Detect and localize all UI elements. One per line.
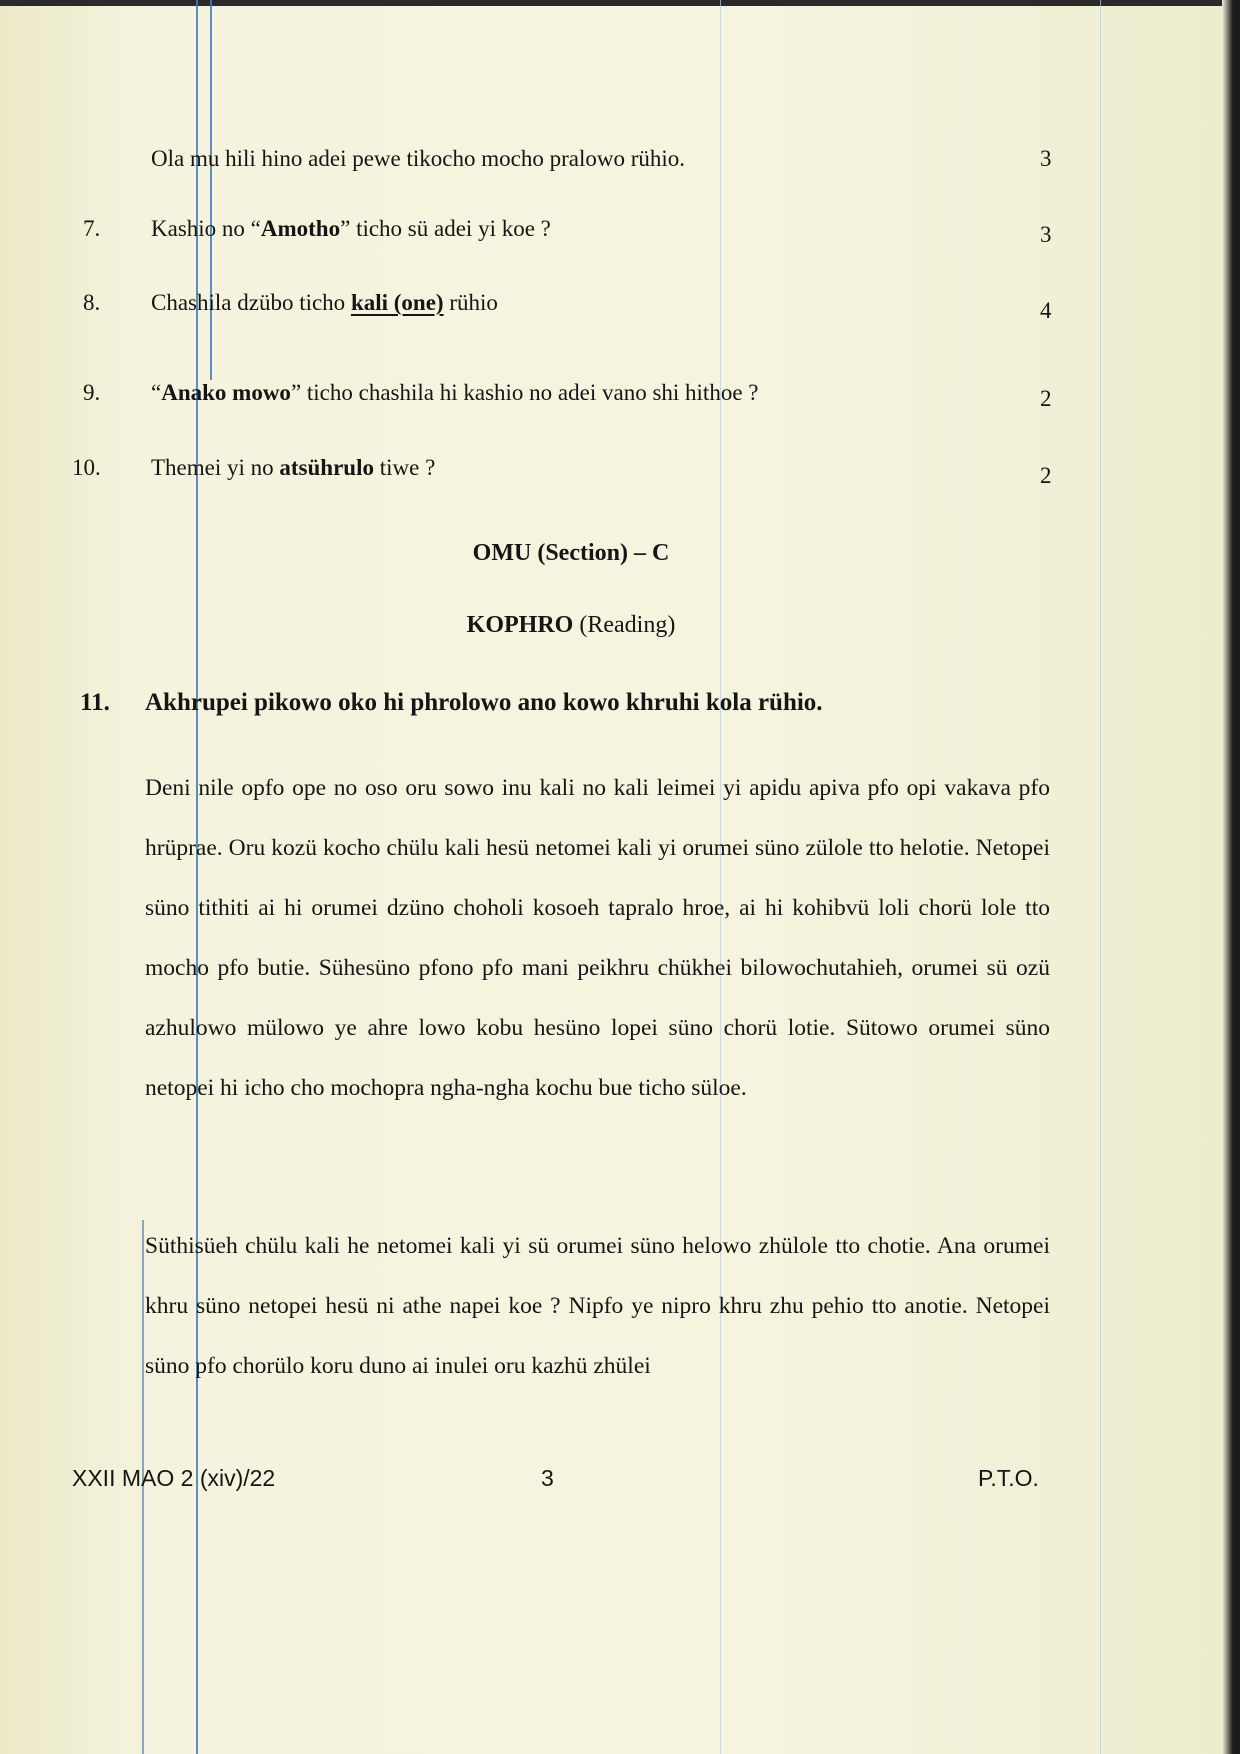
scan-edge-right [1222, 0, 1240, 1754]
ruled-line [1100, 0, 1101, 1754]
question-marks: 3 [1040, 146, 1052, 171]
question-number: 10. [72, 455, 101, 480]
question-number: 9. [83, 380, 101, 405]
question-11 [80, 689, 823, 717]
question-marks: 2 [1040, 386, 1052, 411]
question-text [151, 380, 758, 406]
question-text: Ola mu hili hino adei pewe tikocho mocho pralowo rühio. [151, 146, 685, 171]
question-row [0, 216, 1240, 256]
passage-paragraph: Süthisüeh chülu kali he netomei kali yi sü orumei süno helowo zhülole tto chotie. Ana orumei khru süno netopei hesü ni athe napei koe ? Nipfo ye nipro khru zhu pehio tto anotie. Netopei süno pfo chorülo koru duno ai inulei oru kazhü zhülei [145, 1233, 1050, 1379]
question-row [0, 455, 1240, 495]
question-row [0, 146, 1240, 186]
question-text-part: “ [151, 380, 162, 405]
question-text [151, 455, 435, 481]
section-subtitle [0, 612, 1142, 639]
question-text-part: ” ticho sü adei yi koe ? [340, 216, 551, 241]
question-number: 8. [83, 290, 101, 315]
section-title: OMU (Section) – C [472, 540, 670, 566]
reading-passage [145, 758, 1050, 1118]
question-text-part: tiwe ? [373, 455, 436, 480]
passage-paragraph: Deni nile opfo ope no oso oru sowo inu kali no kali leimei yi apidu apiva pfo opi vakava pfo hrüprae. Oru kozü kocho chülu kali hesü netomei kali yi orumei süno zülole tto helotie. Netopei süno tithiti ai hi orumei dzüno choholi kosoeh tapralo hroe, ai hi kohibvü loli chorü lole tto mocho pfo butie. Sühesüno pfono pfo mani peikhru chükhei bilowochutahieh, orumei sü ozü azhulowo mülowo ye ahre lowo kobu hesüno lopei süno chorü lotie. Sütowo orumei süno netopei hi icho cho mochopra ngha-ngha kochu bue ticho süloe. [145, 775, 1050, 1101]
question-number: 7. [83, 216, 101, 241]
question-text [151, 290, 498, 316]
question-text-part: ” ticho chashila hi kashio no adei vano shi hithoe ? [290, 380, 759, 405]
question-term: atsührulo [279, 455, 374, 480]
question-text [151, 216, 551, 242]
question-term: Amotho [260, 216, 341, 241]
question-marks: 4 [1040, 298, 1052, 323]
question-text-part: rühio [443, 290, 498, 315]
question-marks: 2 [1040, 463, 1052, 488]
question-marks: 3 [1040, 222, 1052, 247]
question-row [0, 290, 1240, 330]
question-number: 11. [80, 689, 110, 716]
question-row [0, 380, 1240, 420]
paper-code: XXII MAO 2 (xiv)/22 [72, 1465, 276, 1491]
question-term: kali (one) [350, 290, 444, 315]
page-number: 3 [541, 1465, 554, 1491]
question-text-part: Kashio no “ [151, 216, 261, 241]
scan-edge-top [0, 0, 1240, 6]
question-text-part: Themei yi no [151, 455, 280, 480]
please-turn-over: P.T.O. [978, 1465, 1039, 1491]
section-subtitle-bold: KOPHRO [466, 612, 574, 638]
reading-passage [145, 1216, 1050, 1396]
question-text: Akhrupei pikowo oko hi phrolowo ano kowo khruhi kola rühio. [145, 689, 823, 716]
section-subtitle-rest: (Reading) [573, 612, 676, 638]
question-term: Anako mowo [161, 380, 291, 405]
question-text-part: Chashila dzübo ticho [151, 290, 351, 315]
